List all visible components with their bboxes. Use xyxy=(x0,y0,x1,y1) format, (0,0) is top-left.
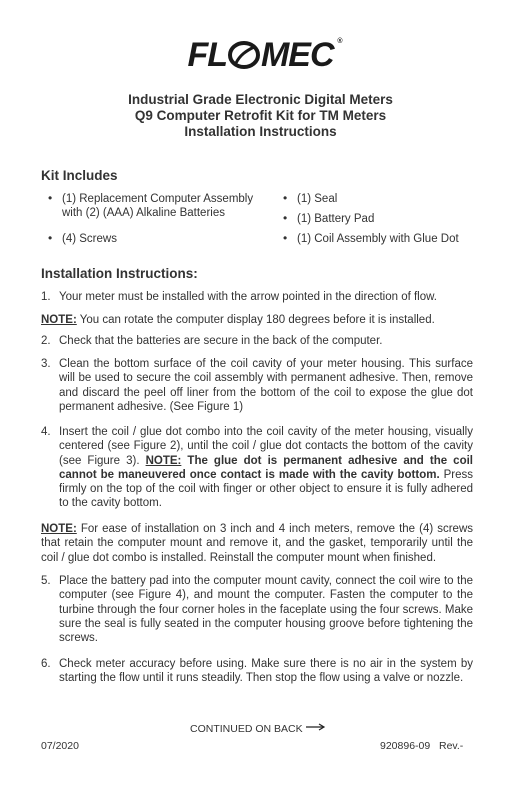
bullet-icon: • xyxy=(48,231,53,245)
kit-item: • (1) Seal xyxy=(283,191,338,205)
step-6: 6. Check meter accuracy before using. Make sure there is no air in the system by starting the flow until it runs steadily. Then stop the flow using a valve or nozzle. xyxy=(41,658,473,685)
note-1: NOTE: You can rotate the computer display 180 degrees before it is installed. xyxy=(41,314,435,326)
continued-note: CONTINUED ON BACK xyxy=(190,723,326,735)
step-5: 5. Place the battery pad into the computer mount cavity, connect the coil wire to the computer (see Figure 4), and mount the computer. Fasten the computer to the turbine through the four corner holes in the faceplate using the four screws. Make sure the seal is fully seated in the computer housing groove before tightening the screws. xyxy=(41,575,473,645)
arrow-right-icon xyxy=(306,723,326,731)
step-4: 4. Insert the coil / glue dot combo into the coil cavity of the meter housing, visually centered (see Figure 2), until the coil / glue dot contacts the bottom of the cavity (see Figure 3). NOTE: The glue dot is permanent adhesive and the coil cannot be maneuvered once contact is made with the cavity bottom. Press firmly on the top of the coil with finger or other object to ensure it is fully adhered to the cavity bottom. xyxy=(41,426,473,510)
kit-item: • (4) Screws xyxy=(48,231,117,245)
flomec-logo xyxy=(0,36,521,75)
title-line-1: Industrial Grade Electronic Digital Meters xyxy=(128,92,393,107)
kit-heading: Kit Includes xyxy=(41,168,118,183)
bullet-icon: • xyxy=(48,191,53,205)
bullet-icon: • xyxy=(283,191,288,205)
logo-o-icon xyxy=(228,41,260,69)
bullet-icon: • xyxy=(283,211,288,225)
kit-item: • (1) Coil Assembly with Glue Dot xyxy=(283,231,459,245)
kit-item: • (1) Replacement Computer Assembly with (2) (AAA) Alkaline Batteries xyxy=(48,191,254,219)
step-3: 3. Clean the bottom surface of the coil cavity of your meter housing. This surface will be used to secure the coil assembly with permanent adhesive. Then, remove and discard the peel off liner from the bottom of the coil to expose the glue dot permanent adhesive. (See Figure 1) xyxy=(41,358,473,413)
step-1: 1. Your meter must be installed with the arrow pointed in the direction of flow. xyxy=(41,291,438,303)
title-line-3: Installation Instructions xyxy=(184,124,337,139)
footer-part-number: 920896-09 Rev.- xyxy=(380,740,464,752)
title-line-2: Q9 Computer Retrofit Kit for TM Meters xyxy=(134,108,387,123)
footer-date: 07/2020 xyxy=(41,740,79,752)
note-2: NOTE: For ease of installation on 3 inch and 4 inch meters, remove the (4) screws that retain the computer mount and remove it, and the gasket, temporarily until the coil / glue dot combo is installed. Reinstall the computer mount when finished. xyxy=(41,523,473,564)
install-heading: Installation Instructions: xyxy=(41,266,198,281)
kit-item: • (1) Battery Pad xyxy=(283,211,375,225)
document-title xyxy=(0,92,521,140)
logo-wordmark: FL MEC ® xyxy=(187,36,342,74)
step-2: 2. Check that the batteries are secure in the back of the computer. xyxy=(41,335,383,347)
bullet-icon: • xyxy=(283,231,288,245)
